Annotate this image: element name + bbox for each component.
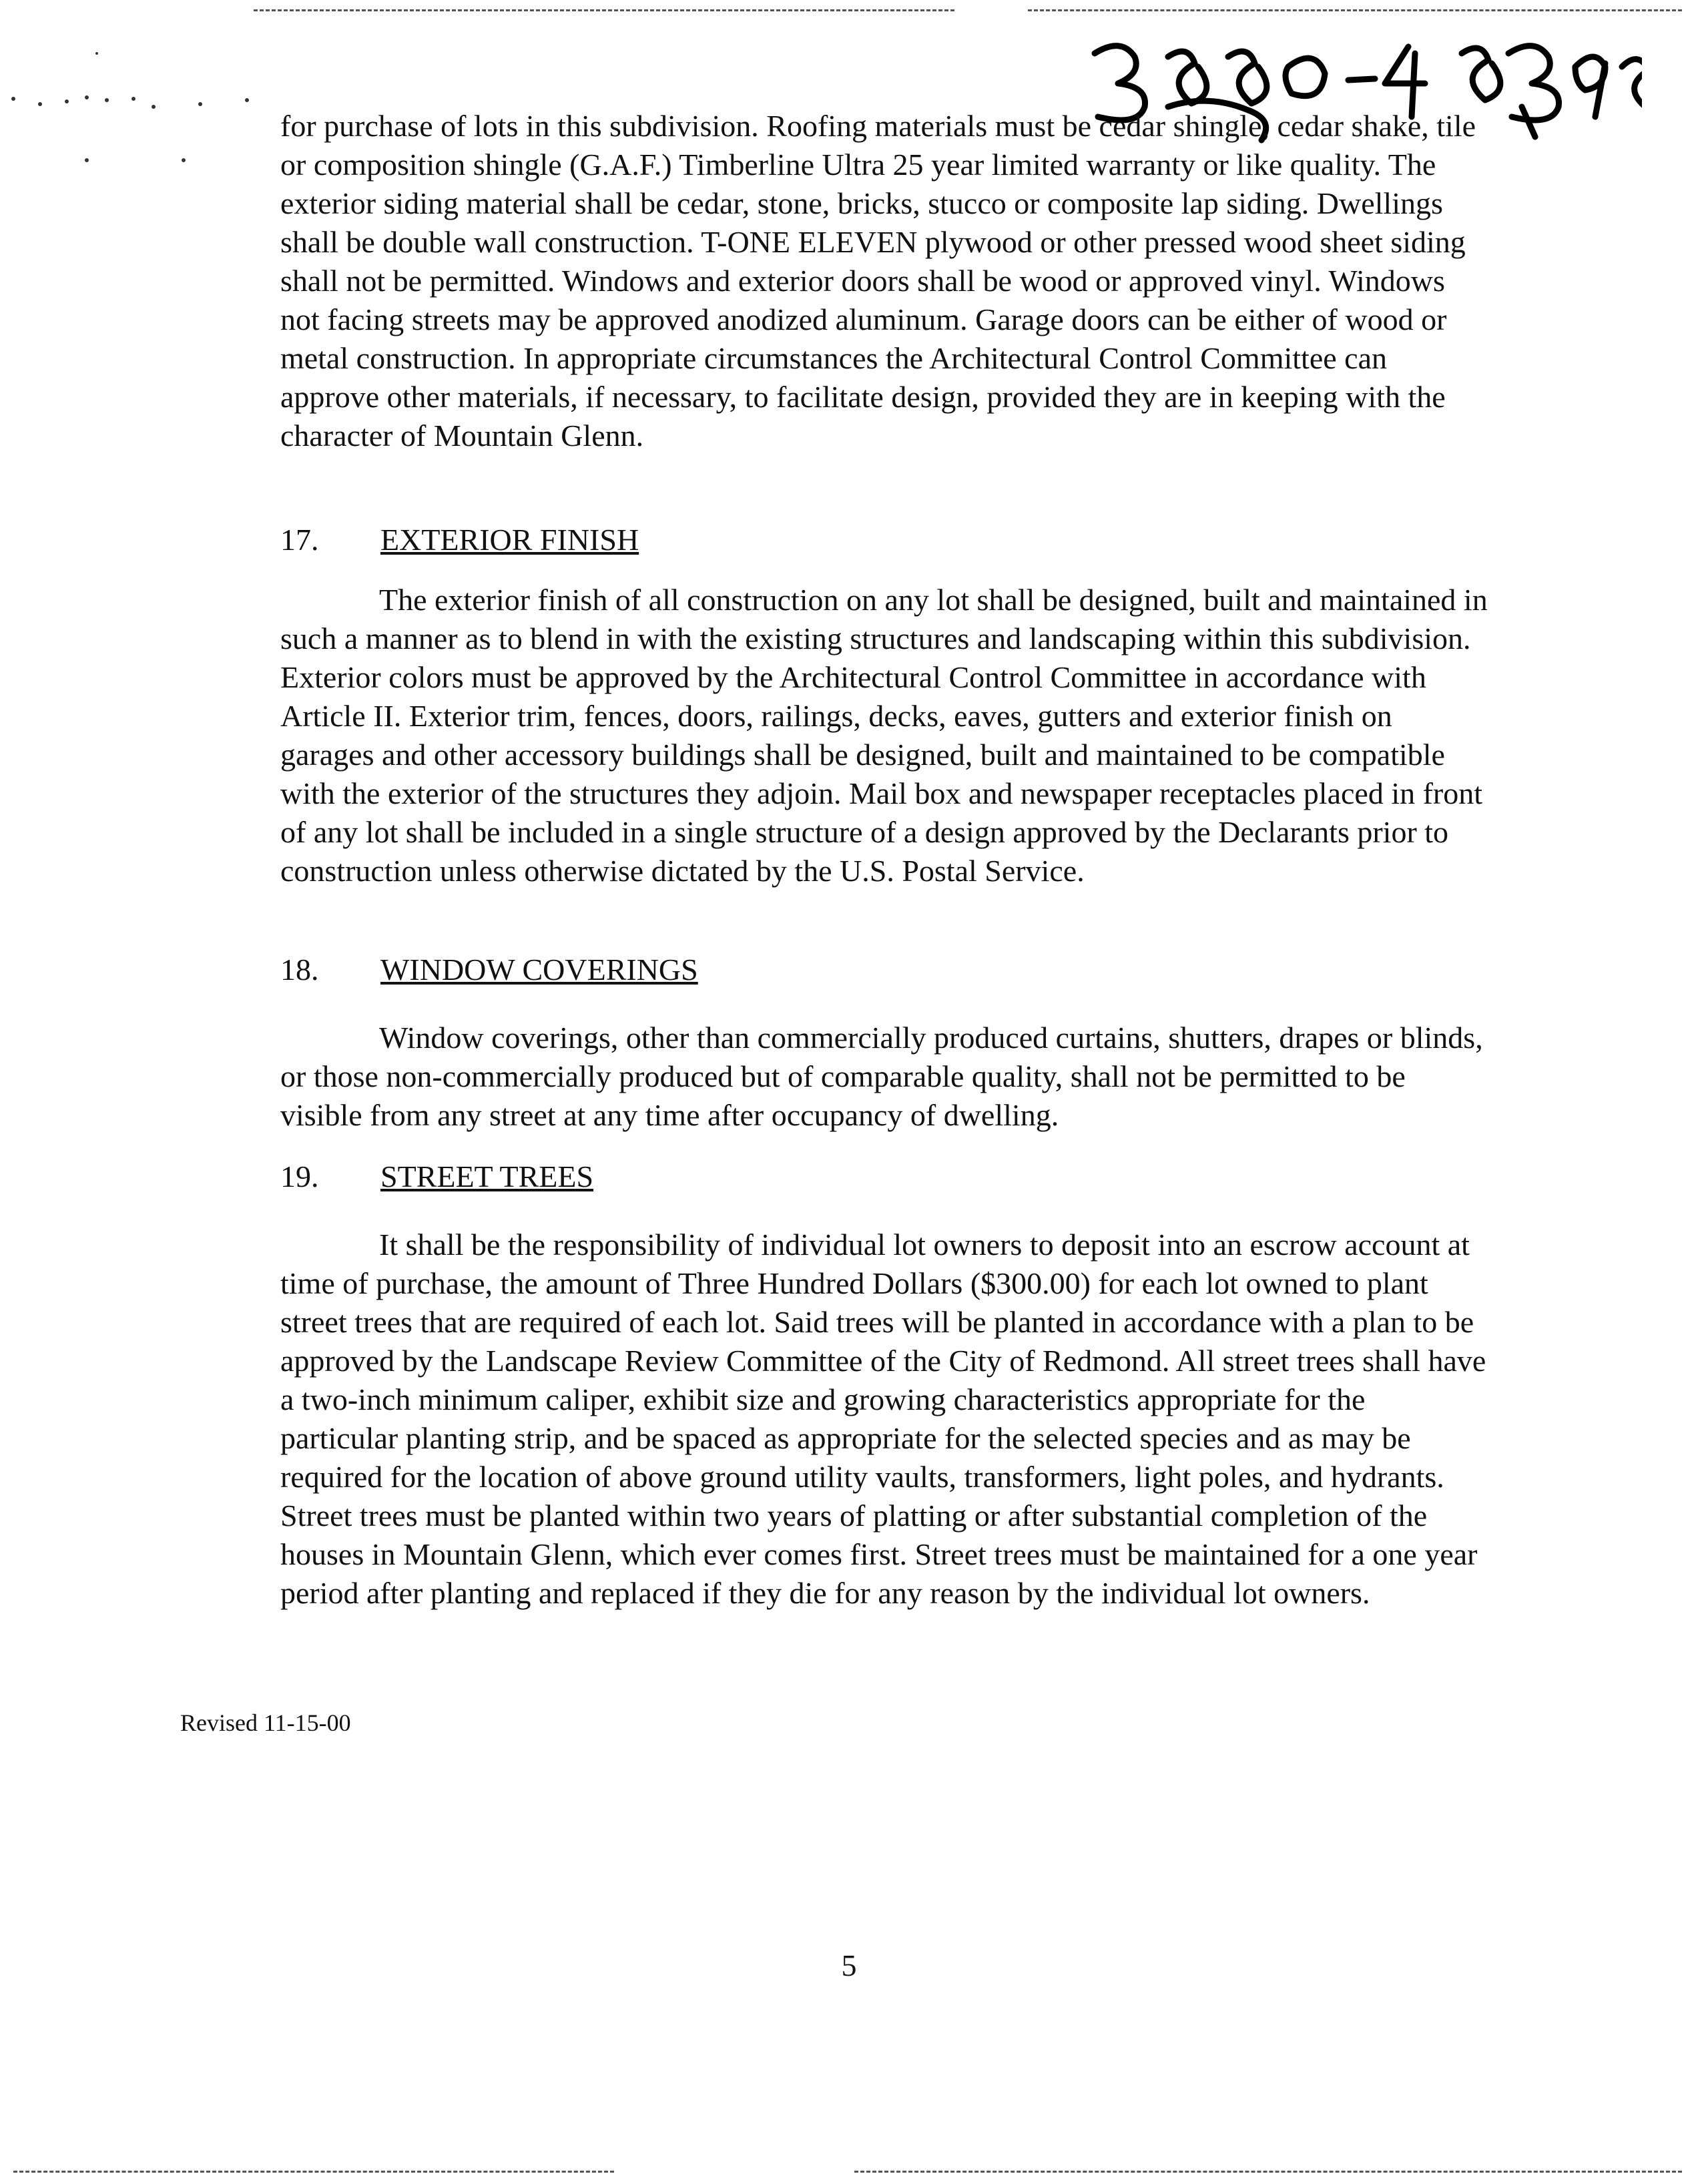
revised-note: Revised 11-15-00	[180, 1709, 351, 1736]
section-title: WINDOW COVERINGS	[380, 952, 698, 987]
page-number: 5	[841, 1948, 857, 1982]
scan-edge-bottom-right	[854, 2171, 1682, 2173]
section-title: EXTERIOR FINISH	[380, 523, 639, 557]
section-17-body: The exterior finish of all construction on any lot shall be designed, built and maintained in such a manner as to blend in with the existing structures and landscaping within this subdivision. Exterior colors must be approved by the Architectural Control Committee in accordance with Article II. Exterior trim, fences, doors, railings, decks, eaves, gutters and exterior finish on garages and other accessory buildings shall be designed, built and maintained to be compatible with the exterior of the structures they adjoin. Mail box and newspaper receptacles placed in front of any lot shall be included in a single structure of a design approved by the Declarants prior to construction unless otherwise dictated by the U.S. Postal Service.	[280, 583, 1488, 888]
section-number: 19.	[280, 1159, 319, 1193]
scan-specks	[0, 40, 280, 174]
section-19-body: It shall be the responsibility of individual lot owners to deposit into an escrow account at time of purchase, the amount of Three Hundred Dollars ($300.00) for each lot owned to plant street trees that are required of each lot. Said trees will be planted in accordance with a plan to be approved by the Landscape Review Committee of the City of Redmond. All street trees shall have a two-inch minimum caliper, exhibit size and growing characteristics appropriate for the particular planting strip, and be spaced as appropriate for the selected species and as may be required for the location of above ground utility vaults, transformers, light poles, and hydrants. Street trees must be planted within two years of platting or after substantial completion of the houses in Mountain Glenn, which ever comes first. Street trees must be maintained for a one year period after planting and replaced if they die for any reason by the individual lot owners.	[280, 1227, 1486, 1610]
section-18-heading	[280, 950, 698, 989]
section-17-heading	[280, 521, 639, 559]
section-number: 18.	[280, 952, 319, 987]
section-18-body: Window coverings, other than commercially produced curtains, shutters, drapes or blinds, or those non-commercially produced but of comparable quality, shall not be permitted to be visible from any street at any time after occupancy of dwelling.	[280, 1021, 1483, 1132]
scan-edge-top-right	[1028, 9, 1682, 11]
scan-edge-bottom	[13, 2171, 614, 2173]
section-number: 17.	[280, 523, 319, 557]
section-title: STREET TREES	[380, 1159, 594, 1193]
continued-paragraph: for purchase of lots in this subdivision. Roofing materials must be cedar shingle, cedar shake, tile or composition shingle (G.A.F.) Timberline Ultra 25 year limited warranty or like quality. The exterior siding material shall be cedar, stone, bricks, stucco or composite lap siding. Dwellings shall be double wall construction. T-ONE ELEVEN plywood or other pressed wood sheet siding shall not be permitted. Windows and exterior doors shall be wood or approved vinyl. Windows not facing streets may be approved anodized aluminum. Garage doors can be either of wood or metal construction. In appropriate circumstances the Architectural Control Committee can approve other materials, if necessary, to facilitate design, provided they are in keeping with the character of Mountain Glenn.	[280, 109, 1476, 453]
scan-edge-top	[254, 9, 954, 11]
section-19-heading	[280, 1157, 593, 1196]
